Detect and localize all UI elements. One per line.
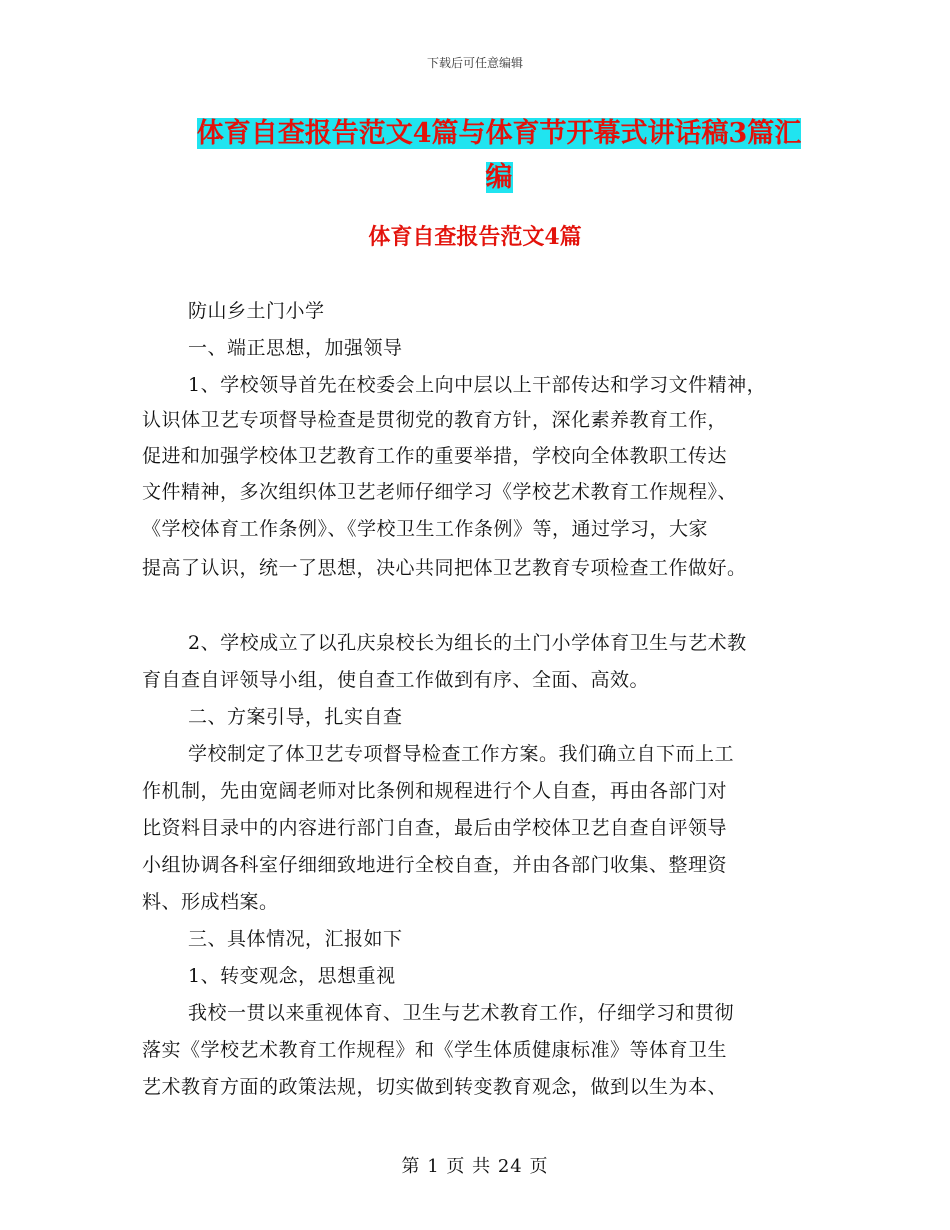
body-line: 学校制定了体卫艺专项督导检查工作方案。我们确立自下而上工: [188, 743, 735, 765]
body-line: 《学校体育工作条例》、《学校卫生工作条例》等，通过学习，大家: [142, 518, 709, 540]
body-line: 落实《学校艺术教育工作规程》和《学生体质健康标准》等体育卫生: [142, 1039, 728, 1061]
title-line-2: 编: [485, 162, 513, 193]
body-line: 1、转变观念，思想重视: [188, 965, 396, 987]
body-line: 一、端正思想，加强领导: [188, 337, 403, 359]
body-line: 防山乡土门小学: [188, 300, 325, 322]
body-line: 促进和加强学校体卫艺教育工作的重要举措，学校向全体教职工传达: [142, 445, 728, 467]
body-line: 育自查自评领导小组，使自查工作做到有序、全面、高效。: [142, 669, 650, 691]
body-line: 1、学校领导首先在校委会上向中层以上干部传达和学习文件精神，: [188, 374, 767, 396]
body-line: 作机制，先由宽阔老师对比条例和规程进行个人自查，再由各部门对: [142, 780, 728, 802]
body-line: 提高了认识，统一了思想，决心共同把体卫艺教育专项检查工作做好。: [142, 557, 747, 579]
body-line: 文件精神，多次组织体卫艺老师仔细学习《学校艺术教育工作规程》、: [142, 481, 738, 503]
title-line-1: 体育自查报告范文4篇与体育节开幕式讲话稿3篇汇: [196, 118, 802, 149]
body-line: 比资料目录中的内容进行部门自查，最后由学校体卫艺自查自评领导: [142, 817, 728, 839]
body-line: 料、形成档案。: [142, 891, 279, 913]
section-title: 体育自查报告范文4篇: [368, 224, 582, 250]
body-line: 小组协调各科室仔细细致地进行全校自查，并由各部门收集、整理资: [142, 854, 728, 876]
body-line: 二、方案引导，扎实自查: [188, 706, 403, 728]
body-line: 艺术教育方面的政策法规，切实做到转变教育观念，做到以生为本、: [142, 1076, 728, 1098]
body-line: 认识体卫艺专项督导检查是贯彻党的教育方针，深化素养教育工作，: [142, 409, 728, 431]
body-line: 2、学校成立了以孔庆泉校长为组长的土门小学体育卫生与艺术教: [188, 632, 747, 654]
body-line: 三、具体情况，汇报如下: [188, 928, 403, 950]
document-title: [196, 112, 802, 200]
page-footer: 第 1 页 共 24 页: [401, 1156, 549, 1177]
page-header-note: 下载后可任意编辑: [426, 56, 523, 70]
body-line: 我校一贯以来重视体育、卫生与艺术教育工作，仔细学习和贯彻: [188, 1002, 735, 1024]
